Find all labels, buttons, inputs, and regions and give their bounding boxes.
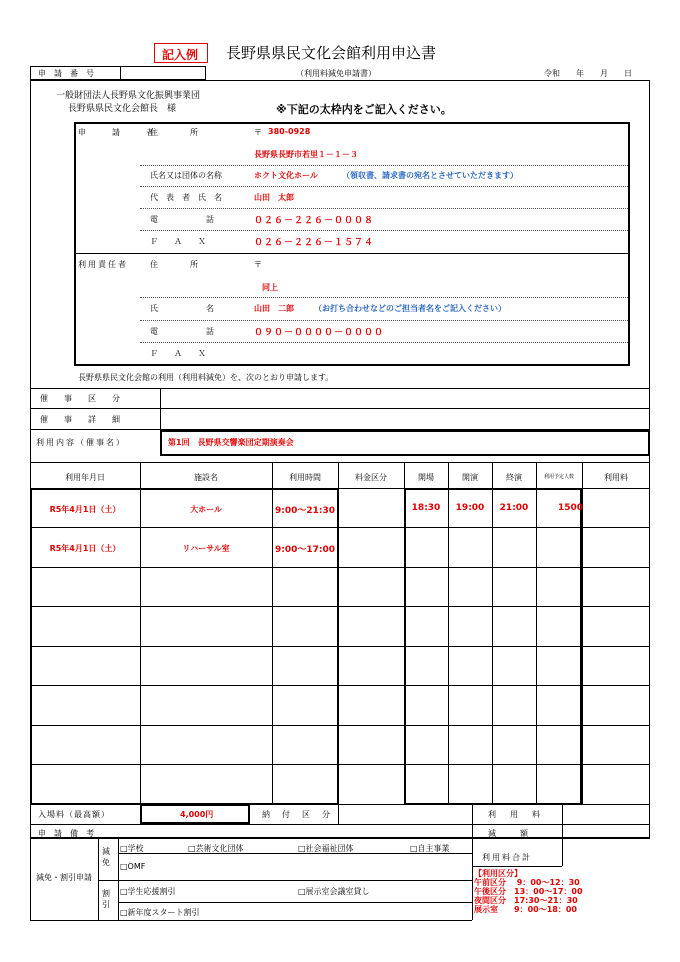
applicant-tel-label: 電 話	[150, 215, 214, 224]
col-header-start: 開演	[462, 473, 478, 482]
applicant-fax: ０２６－２２６－１５７４	[254, 238, 375, 248]
rep-label: 代 表 者 氏 名	[150, 193, 222, 202]
col-header-people: 利用予定人数	[543, 474, 574, 480]
event-content: 第1回 長野県交響楽団定期演奏会	[168, 438, 294, 447]
exempt-option-welfare[interactable]: □社会福祉団体	[298, 844, 354, 853]
col-header-open: 開場	[418, 473, 434, 482]
row1-open: 18:30	[411, 503, 441, 513]
org-name-label: 氏名又は団体の名称	[150, 171, 222, 180]
event-category-label: 催 事 区 分	[40, 394, 120, 403]
addressee-org: 一般財団法人長野県文化振興事業団	[56, 91, 201, 101]
col-header-time: 利用時間	[289, 473, 321, 482]
usage-pm: 午後区分 13：00～17：00	[474, 887, 583, 896]
discount-label: 割引	[102, 889, 110, 909]
org-name-note: （領収書、請求書の宛名とさせていただきます）	[342, 171, 518, 180]
manager-tel: ０９０－００００－００００	[254, 328, 385, 338]
exempt-option-own[interactable]: □自主事業	[410, 844, 450, 853]
row1-time: 9:00～21:30	[274, 506, 336, 516]
usage-exhibition: 展示室 9：00～18：00	[474, 905, 577, 914]
manager-fax-label: Ｆ Ａ Ｘ	[150, 349, 206, 358]
schedule-right-thick	[404, 488, 582, 805]
fee-label: 利 用 料	[488, 810, 543, 819]
total-label: 利用料合計	[482, 853, 532, 862]
exempt-option-arts[interactable]: □芸術文化団体	[188, 844, 244, 853]
row2-date: R5年4月1日（土）	[49, 544, 121, 553]
row1-end: 21:00	[499, 503, 529, 513]
subtitle: （利用料減免申請書）	[296, 69, 376, 78]
col-header-end: 終演	[506, 473, 522, 482]
manager-address-label: 住 所	[150, 260, 198, 269]
application-number-label: 申 請 番 号	[38, 69, 94, 78]
applicant-fax-label: Ｆ Ａ Ｘ	[150, 237, 206, 246]
postal-mark: 〒	[254, 128, 262, 137]
discount-option-new-year[interactable]: □新年度スタート割引	[120, 908, 200, 917]
payment-label: 納 付 区 分	[262, 810, 332, 819]
row1-start: 19:00	[455, 503, 485, 513]
date-label: 令和 年 月 日	[544, 69, 632, 78]
applicant-address: 長野県長野市若里１－１－３	[254, 150, 358, 159]
remarks-label: 申 請 備 考	[38, 829, 94, 838]
statement: 長野県県民文化会館の利用（利用料減免）を、次のとおり申請します。	[78, 373, 334, 382]
exemption-label: 減免・割引申請	[36, 873, 92, 882]
manager-name-note: （お打ち合わせなどのご担当者名をご記入ください）	[314, 304, 506, 313]
manager-section-label: 利用責任者	[78, 260, 128, 269]
usage-title: 【利用区分】	[474, 869, 522, 878]
row2-time: 9:00～17:00	[274, 545, 336, 555]
usage-am: 午前区分 9：00～12：30	[474, 878, 580, 887]
exempt-option-school[interactable]: □学校	[120, 844, 144, 853]
usage-night: 夜間区分 17:30～21：30	[474, 896, 578, 905]
addressee-director: 長野県県民文化会館長 様	[68, 104, 177, 114]
discount-option-exhibition[interactable]: □展示室会議室貸し	[298, 887, 370, 896]
page-title: 長野県県民文化会館利用申込書	[226, 44, 437, 62]
manager-tel-label: 電 話	[150, 327, 214, 336]
example-tag-text: 記入例	[162, 48, 199, 62]
fill-notice: ※下記の太枠内をご記入ください。	[276, 103, 452, 116]
row1-people: 1500	[558, 503, 584, 513]
row2-facility: リハーサル室	[182, 544, 230, 553]
event-content-label: 利用内容（催事名）	[36, 438, 126, 447]
applicant-section-label: 申 請 者	[78, 128, 163, 137]
applicant-tel: ０２６－２２６－０００８	[254, 216, 375, 226]
applicant-postal-code: 380-0928	[268, 127, 311, 136]
schedule-left-thick	[30, 488, 339, 805]
manager-address: 同上	[262, 283, 278, 292]
row1-date: R5年4月1日（土）	[49, 505, 121, 514]
col-header-fee-class: 料金区分	[355, 473, 387, 482]
admission-label: 入場料（最高額）	[38, 810, 110, 819]
reduction-label: 減 額	[488, 829, 528, 838]
admission-value: 4,000円	[180, 810, 214, 819]
manager-name-label: 氏 名	[150, 304, 214, 313]
event-detail-label: 催 事 詳 細	[40, 415, 120, 424]
manager-postal-mark: 〒	[254, 260, 262, 269]
manager-name: 山田 二郎	[254, 304, 294, 313]
exempt-label: 減免	[102, 847, 110, 867]
rep-name: 山田 太郎	[254, 193, 294, 202]
exempt-option-omf[interactable]: □OMF	[120, 862, 146, 871]
applicant-address-label: 住 所	[150, 128, 198, 137]
col-header-date: 利用年月日	[65, 473, 105, 482]
col-header-fee: 利用料	[604, 473, 628, 482]
discount-option-student[interactable]: □学生応援割引	[120, 887, 176, 896]
org-name: ホクト文化ホール	[254, 171, 318, 180]
col-header-facility: 施設名	[194, 473, 218, 482]
row1-facility: 大ホール	[190, 505, 222, 514]
